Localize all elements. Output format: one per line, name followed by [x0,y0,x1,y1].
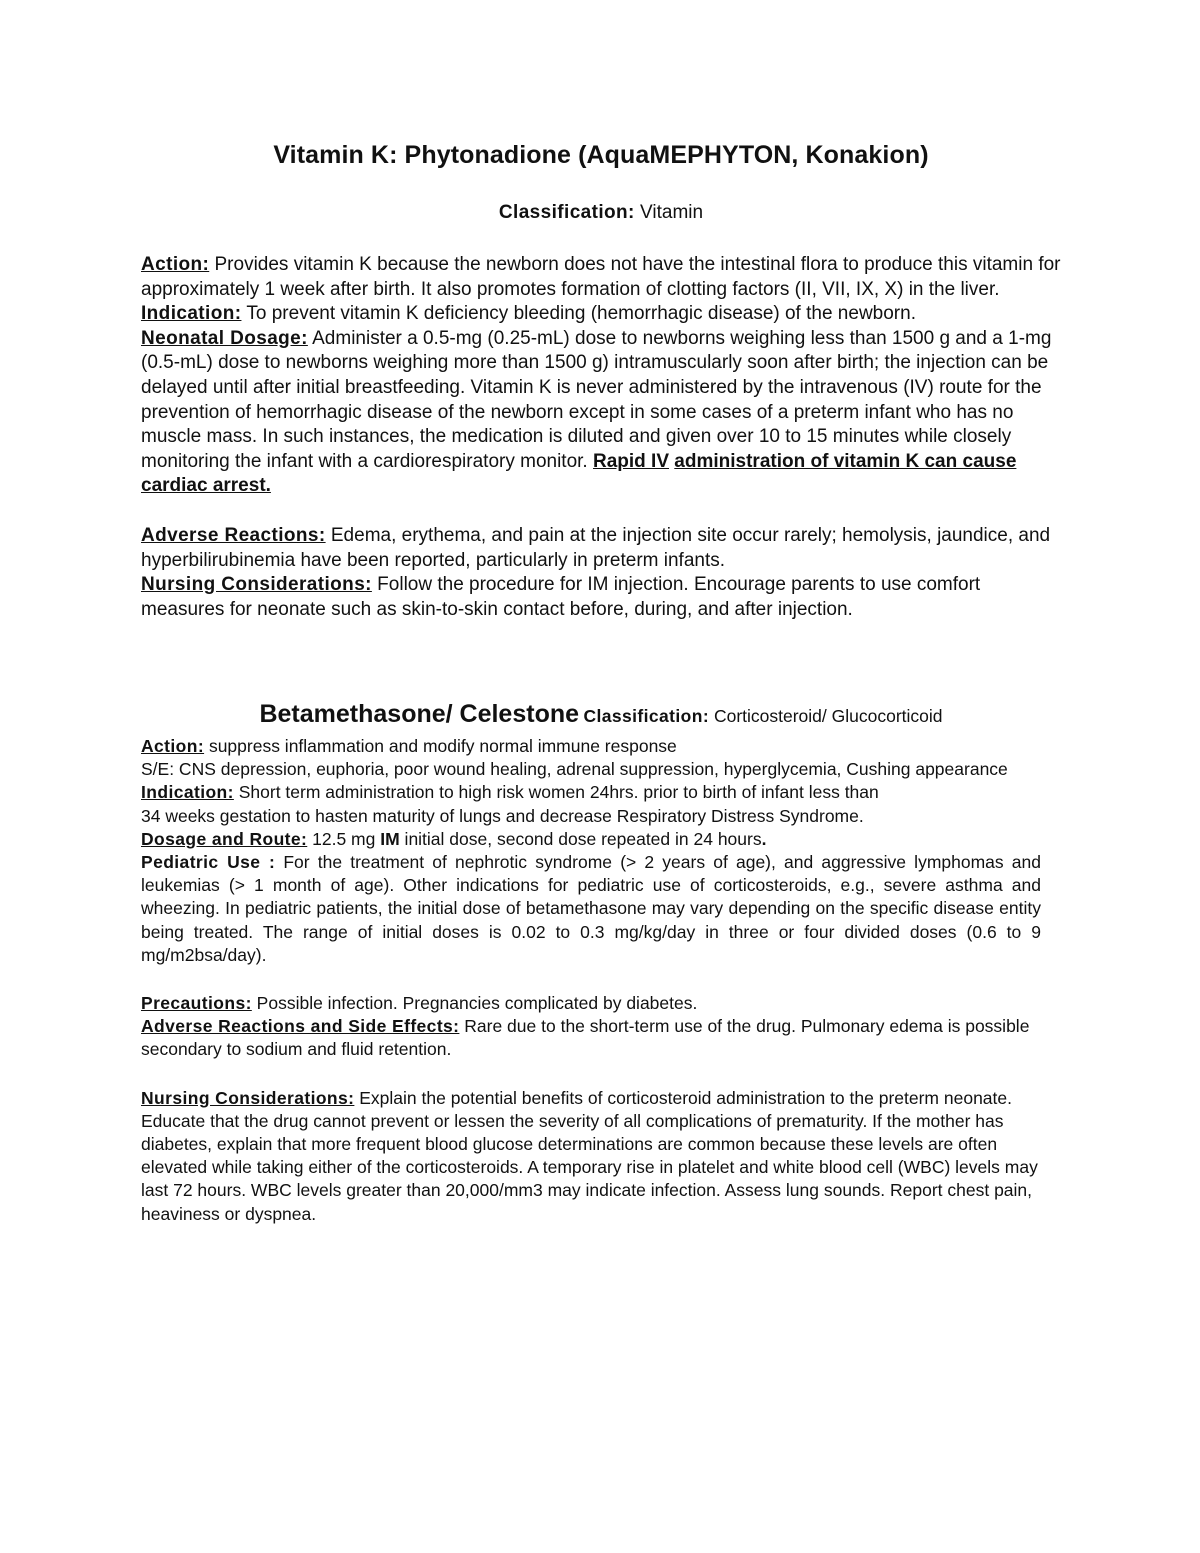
action-text: Provides vitamin K because the newborn does not have the intestinal flora to produce this vitamin for approximately 1 week after birth. It also promotes formation of clotting factors (II, VII, IX, X) in the liver. [141,254,1061,300]
beta-pediatric-label: Pediatric Use : [141,852,276,873]
betamethasone-heading [141,700,1061,729]
vitamin-k-classification [141,202,1061,224]
dosage-label: Neonatal Dosage: [141,327,308,349]
beta-adverse-text: Rare due to the short-term use of the drug. Pulmonary edema is possible secondary to sodium and fluid retention. [141,1016,1030,1060]
beta-pediatric-text: For the treatment of nephrotic syndrome (> 2 years of age), and aggressive lymphomas and leukemias (> 1 month of age). Other indications for pediatric use of corticosteroids, e.g., severe asthma and wheezing. In pediatric patients, the initial dose of betamethasone may vary depending on the specific disease entity being treated. The range of initial doses is 0.02 to 0.3 mg/kg/day in three or four divided doses (0.6 to 9 mg/m2bsa/day). [141,852,1042,965]
beta-action-text: suppress inflammation and modify normal immune response [204,736,677,756]
betamethasone-title: Betamethasone/ Celestone [259,700,580,728]
vitamin-k-action [141,253,1061,302]
beta-nursing-text: Explain the potential benefits of corticosteroid administration to the preterm neonate. Educate that the drug cannot prevent or lessen the severity of all complications of prematurity. If the mother has diabetes, explain that more frequent blood glucose determinations are common because these levels are often elevated while taking either of the corticosteroids. A temporary rise in platelet and white blood cell (WBC) levels may last 72 hours. WBC levels greater than 20,000/mm3 may indicate infection. Assess lung sounds. Report chest pain, heaviness or dyspnea. [141,1087,1038,1224]
beta-classification-value: Corticosteroid/ Glucocorticoid [709,706,943,726]
dosage-text: Administer a 0.5-mg (0.25-mL) dose to newborns weighing less than 1500 g and a 1-mg (0.5-mL) dose to newborns weighing more than 1500 g) intramuscularly soon after birth; the injection can be delayed until after initial breastfeeding. Vitamin K is never administered by the intravenous (IV) route for the prevention of hemorrhagic disease of the newborn except in some cases of a preterm infant who has no muscle mass. In such instances, the medication is diluted and given over 10 to 15 minutes while closely monitoring the infant with a cardiorespiratory monitor. [141,327,1052,472]
vitamin-k-nursing [141,573,1061,622]
beta-indication-line2: 34 weeks gestation to hasten maturity of lungs and decrease Respiratory Distress Syndrome. [141,805,864,826]
beta-side-effects: S/E: CNS depression, euphoria, poor wound healing, adrenal suppression, hyperglycemia, Cushing appearance [141,759,1008,780]
beta-dosage-period: . [761,828,767,849]
vitamin-k-adverse [141,524,1061,573]
beta-classification-label: Classification: [583,706,710,726]
beta-dosage-route: IM [380,828,400,849]
beta-precautions [141,992,1041,1015]
beta-action-label: Action: [141,736,205,756]
nursing-text: Follow the procedure for IM injection. Encourage parents to use comfort measures for neonate such as skin-to-skin contact before, during, and after injection. [141,574,981,620]
adverse-text: Edema, erythema, and pain at the injection site occur rarely; hemolysis, jaundice, and hyperbilirubinemia have been reported, particularly in preterm infants. [141,524,1051,571]
beta-pediatric [141,851,1041,967]
beta-dosage-text2: initial dose, second dose repeated in 24 hours [399,828,762,849]
vitamin-k-title: Vitamin K: Phytonadione (AquaMEPHYTON, Konakion) [273,141,929,169]
beta-nursing-label: Nursing Considerations: [141,1087,355,1108]
vitamin-k-dosage [141,327,1061,499]
nursing-label: Nursing Considerations: [141,574,372,596]
warning-part2: administration of vitamin K can cause cardiac arrest. [141,450,1017,497]
beta-precautions-label: Precautions: [141,993,252,1014]
beta-precautions-text: Possible infection. Pregnancies complicated by diabetes. [251,993,698,1014]
classification-value: Vitamin [634,202,704,223]
vitamin-k-section [141,253,1061,622]
beta-adverse-label: Adverse Reactions and Side Effects: [141,1016,460,1037]
beta-adverse [141,1015,1041,1061]
beta-dosage-label: Dosage and Route: [141,828,308,849]
warning-part1: Rapid IV [593,450,670,472]
beta-dosage [141,828,1041,851]
indication-text: To prevent vitamin K deficiency bleeding (hemorrhagic disease) of the newborn. [241,303,916,325]
action-label: Action: [141,254,210,275]
beta-action [141,735,1041,758]
betamethasone-section [141,735,1041,1226]
beta-indication-line1: Short term administration to high risk women 24hrs. prior to birth of infant less than [233,782,879,803]
indication-label: Indication: [141,303,242,325]
beta-indication [141,781,1041,827]
vitamin-k-indication [141,302,1061,327]
beta-nursing [141,1087,1041,1226]
beta-indication-label: Indication: [141,782,234,803]
beta-dosage-text1: 12.5 mg [307,828,381,849]
classification-label: Classification: [498,202,635,223]
adverse-label: Adverse Reactions: [141,524,326,546]
